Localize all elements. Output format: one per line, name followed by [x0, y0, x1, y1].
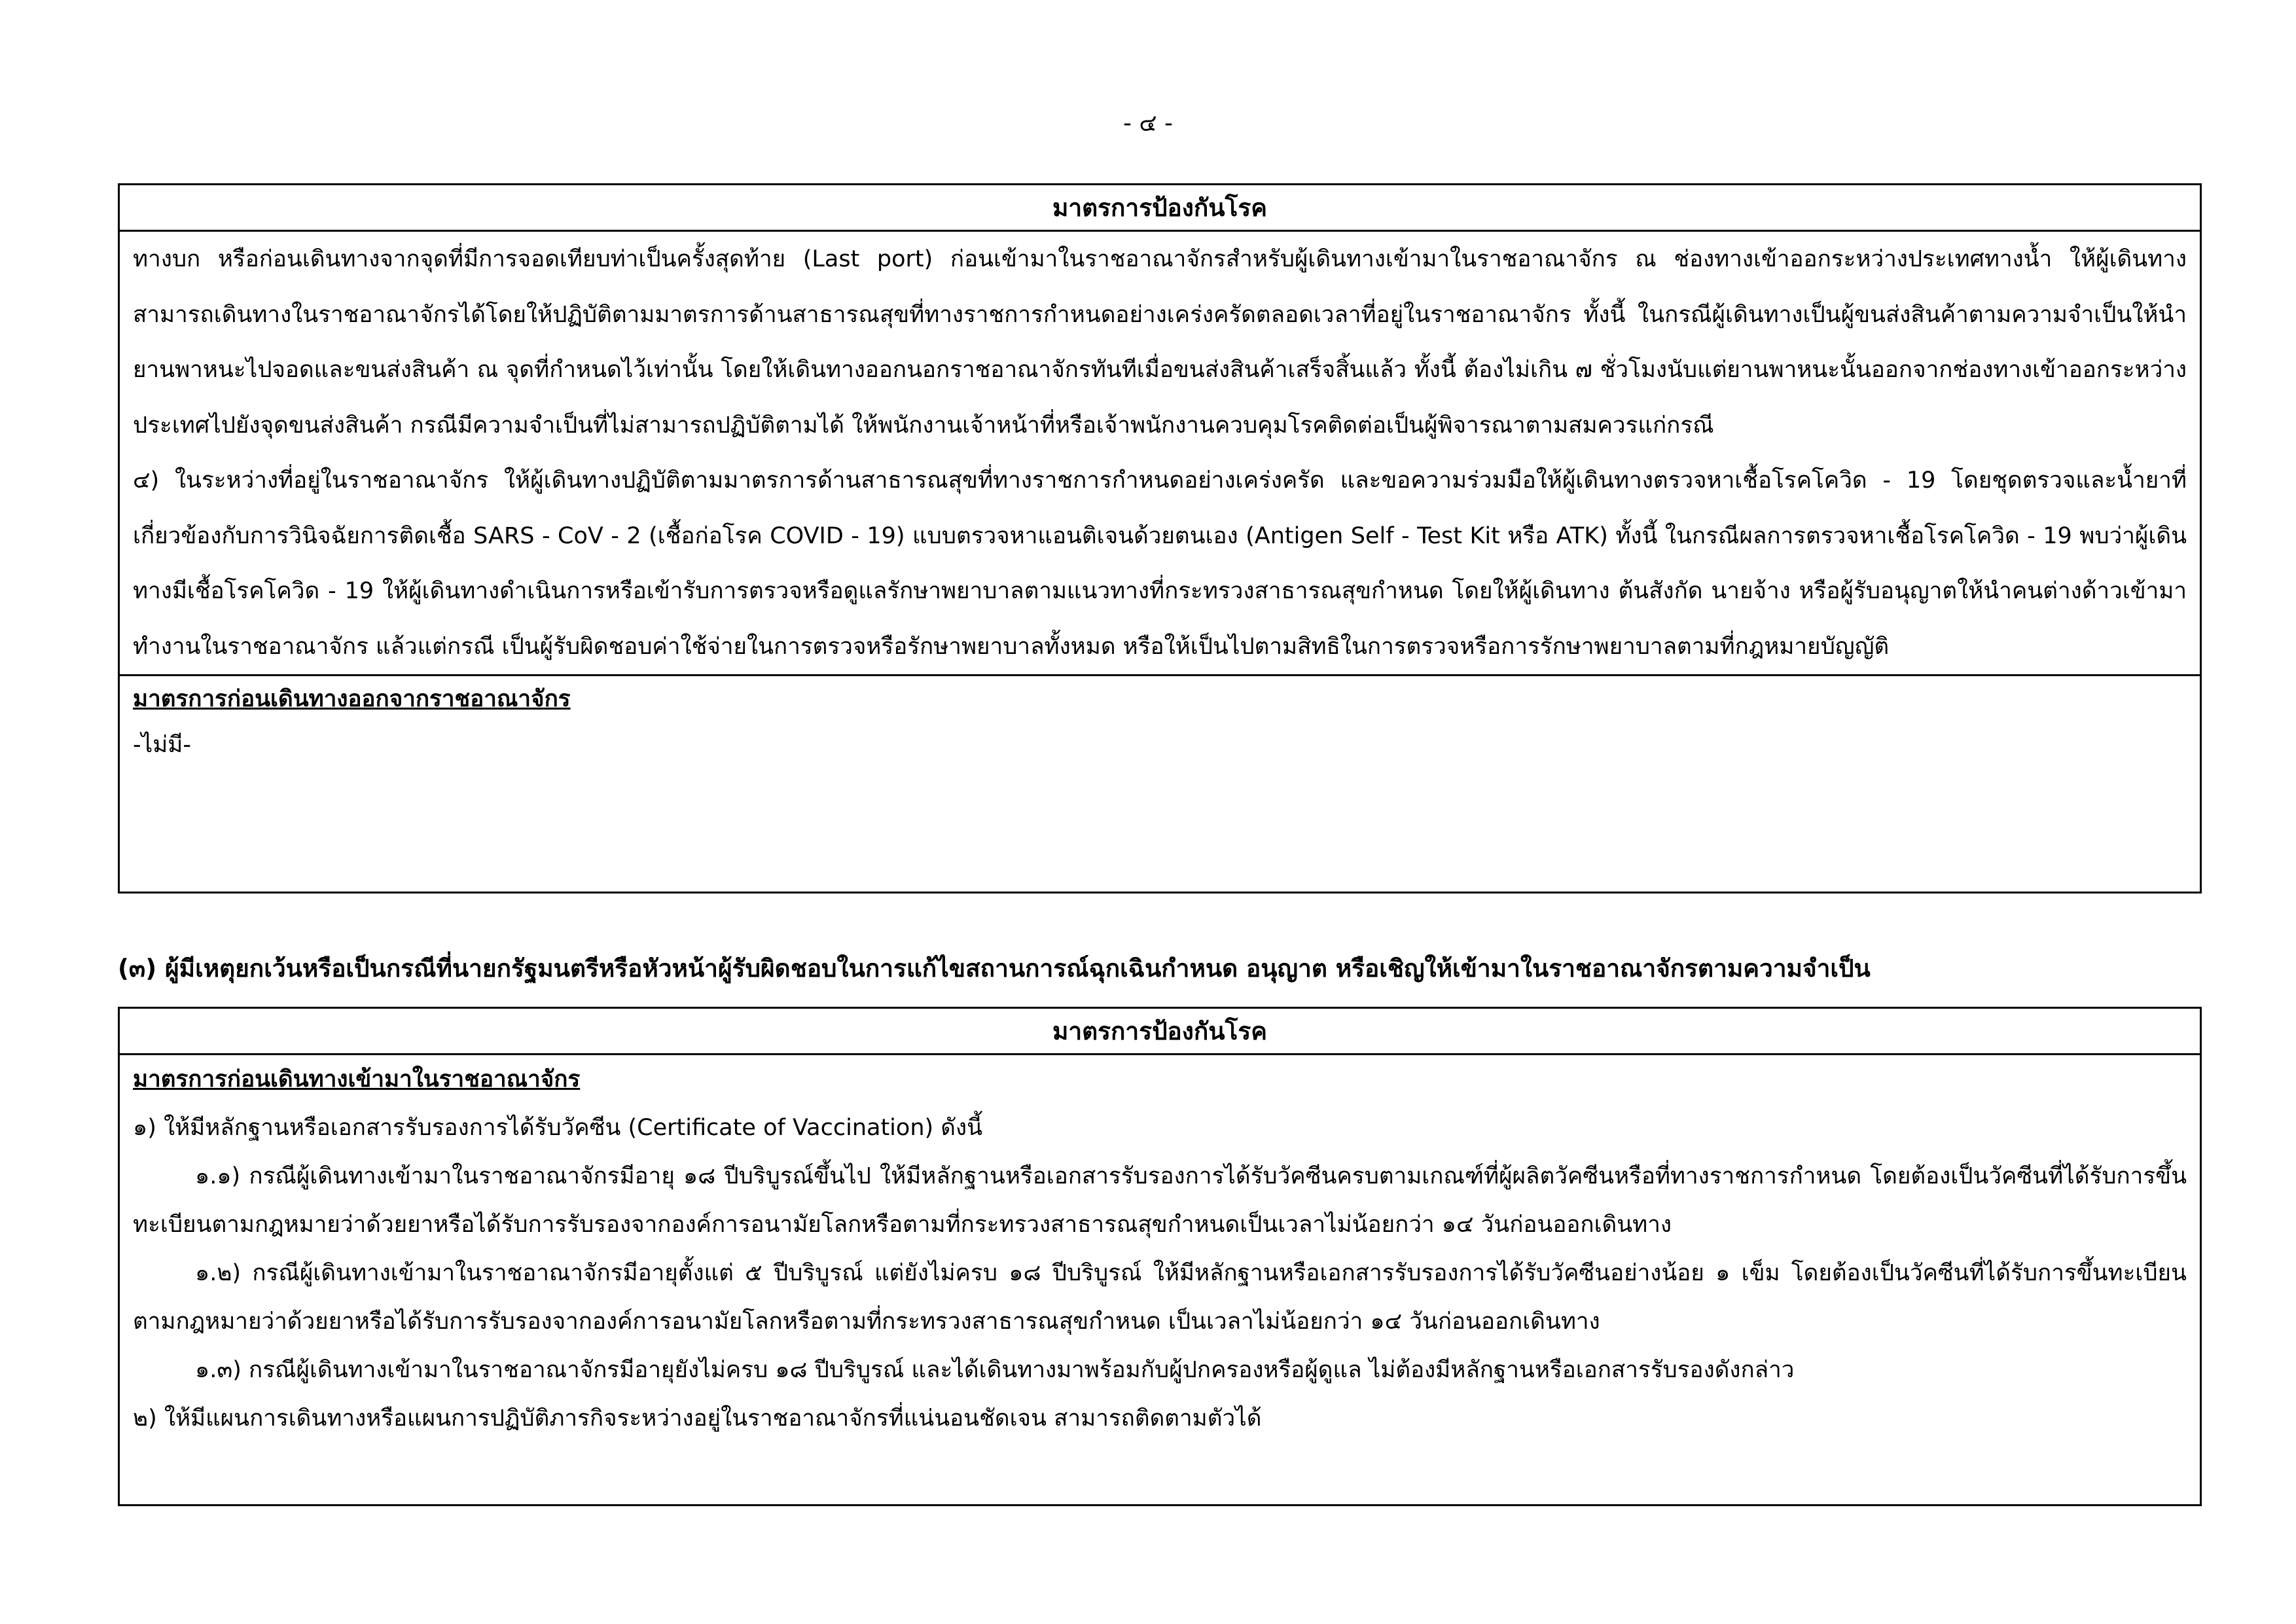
prevention-measures-table-section-3 — [118, 1007, 2202, 1506]
page-number: - ๔ - — [1122, 110, 1174, 137]
departure-heading: มาตรการก่อนเดินทางออกจากราชอาณาจักร — [133, 686, 571, 712]
section-3-heading: (๓) ผู้มีเหตุยกเว้นหรือเป็นกรณีที่นายกรัฐมนตรีหรือหัวหน้าผู้รับผิดชอบในการแก้ไขสถานการณ์ฉุกเฉินกำหนด อนุญาต หรือเชิญให้เข้ามาในราชอาณาจักรตามความจำเป็น — [118, 954, 1871, 983]
table-body — [120, 1055, 2200, 1443]
departure-section — [120, 674, 2200, 768]
table-body — [120, 232, 2200, 674]
item-1-1: ๑.๑) กรณีผู้เดินทางเข้ามาในราชอาณาจักรมีอายุ ๑๘ ปีบริบูรณ์ขึ้นไป ให้มีหลักฐานหรือเอกสารรับรองการได้รับวัคซีนครบตามเกณฑ์ที่ผู้ผลิตวัคซีนหรือที่ทางราชการกำหนด โดยต้องเป็นวัคซีนที่ได้รับการขึ้นทะเบียนตามกฎหมายว่าด้วยยาหรือได้รับการรับรองจากองค์การอนามัยโลกหรือตามที่กระทรวงสาธารณสุขกำหนดเป็นเวลาไม่น้อยกว่า ๑๔ วันก่อนออกเดินทาง — [133, 1163, 2187, 1238]
item-1-3: ๑.๓) กรณีผู้เดินทางเข้ามาในราชอาณาจักรมีอายุยังไม่ครบ ๑๘ ปีบริบูรณ์ และได้เดินทางมาพร้อมกับผู้ปกครองหรือผู้ดูแล ไม่ต้องมีหลักฐานหรือเอกสารรับรองดังกล่าว — [195, 1357, 1795, 1383]
item-1-2: ๑.๒) กรณีผู้เดินทางเข้ามาในราชอาณาจักรมีอายุตั้งแต่ ๕ ปีบริบูรณ์ แต่ยังไม่ครบ ๑๘ ปีบริบูรณ์ ให้มีหลักฐานหรือเอกสารรับรองการได้รับวัคซีนอย่างน้อย ๑ เข็ม โดยต้องเป็นวัคซีนที่ได้รับการขึ้นทะเบียนตามกฎหมายว่าด้วยยาหรือได้รับการรับรองจากองค์การอนามัยโลกหรือตามที่กระทรวงสาธารณสุขกำหนด เป็นเวลาไม่น้อยกว่า ๑๔ วันก่อนออกเดินทาง — [133, 1260, 2187, 1335]
paragraph-item-4: ๔) ในระหว่างที่อยู่ในราชอาณาจักร ให้ผู้เดินทางปฏิบัติตามมาตรการด้านสาธารณสุขที่ทางราชการกำหนดอย่างเคร่งครัด และขอความร่วมมือให้ผู้เดินทางตรวจหาเชื้อโรคโควิด - 19 โดยชุดตรวจและน้ำยาที่เกี่ยวข้องกับการวินิจฉัยการติดเชื้อ SARS - CoV - 2 (เชื้อก่อโรค COVID - 19) แบบตรวจหาแอนติเจนด้วยตนเอง (Antigen Self - Test Kit หรือ ATK) ทั้งนี้ ในกรณีผลการตรวจหาเชื้อโรคโควิด - 19 พบว่าผู้เดินทางมีเชื้อโรคโควิด - 19 ให้ผู้เดินทางดำเนินการหรือเข้ารับการตรวจหรือดูแลรักษาพยาบาลตามแนวทางที่กระทรวงสาธารณสุขกำหนด โดยให้ผู้เดินทาง ต้นสังกัด นายจ้าง หรือผู้รับอนุญาตให้นำคนต่างด้าวเข้ามาทำงานในราชอาณาจักร แล้วแต่กรณี เป็นผู้รับผิดชอบค่าใช้จ่ายในการตรวจหรือรักษาพยาบาลทั้งหมด หรือให้เป็นไปตามสิทธิในการตรวจหรือการรักษาพยาบาลตามที่กฎหมายบัญญัติ — [133, 467, 2187, 660]
paragraph-water-entry: ทางบก หรือก่อนเดินทางจากจุดที่มีการจอดเทียบท่าเป็นครั้งสุดท้าย (Last port) ก่อนเข้ามาในราชอาณาจักรสำหรับผู้เดินทางเข้ามาในราชอาณาจักร ณ ช่องทางเข้าออกระหว่างประเทศทางน้ำ ให้ผู้เดินทางสามารถเดินทางในราชอาณาจักรได้โดยให้ปฏิบัติตามมาตรการด้านสาธารณสุขที่ทางราชการกำหนดอย่างเคร่งครัดตลอดเวลาที่อยู่ในราชอาณาจักร ทั้งนี้ ในกรณีผู้เดินทางเป็นผู้ขนส่งสินค้าตามความจำเป็นให้นำยานพาหนะไปจอดและขนส่งสินค้า ณ จุดที่กำหนดไว้เท่านั้น โดยให้เดินทางออกนอกราชอาณาจักรทันทีเมื่อขนส่งสินค้าเสร็จสิ้นแล้ว ทั้งนี้ ต้องไม่เกิน ๗ ชั่วโมงนับแต่ยานพาหนะนั้นออกจากช่องทางเข้าออกระหว่างประเทศไปยังจุดขนส่งสินค้า กรณีมีความจำเป็นที่ไม่สามารถปฏิบัติตามได้ ให้พนักงานเจ้าหน้าที่หรือเจ้าพนักงานควบคุมโรคติดต่อเป็นผู้พิจารณาตามสมควรแก่กรณี — [133, 246, 2187, 439]
pre-entry-heading: มาตรการก่อนเดินทางเข้ามาในราชอาณาจักร — [133, 1066, 581, 1092]
departure-text: -ไม่มี- — [133, 732, 192, 758]
item-1: ๑) ให้มีหลักฐานหรือเอกสารรับรองการได้รับวัคซีน (Certificate of Vaccination) ดังนี้ — [133, 1115, 983, 1141]
table-header: มาตรการป้องกันโรค — [120, 185, 2200, 232]
table-header: มาตรการป้องกันโรค — [120, 1009, 2200, 1055]
prevention-measures-table-continued — [118, 183, 2202, 893]
item-2: ๒) ให้มีแผนการเดินทางหรือแผนการปฏิบัติภารกิจระหว่างอยู่ในราชอาณาจักรที่แน่นอนชัดเจน สามารถติดตามตัวได้ — [133, 1405, 1262, 1432]
